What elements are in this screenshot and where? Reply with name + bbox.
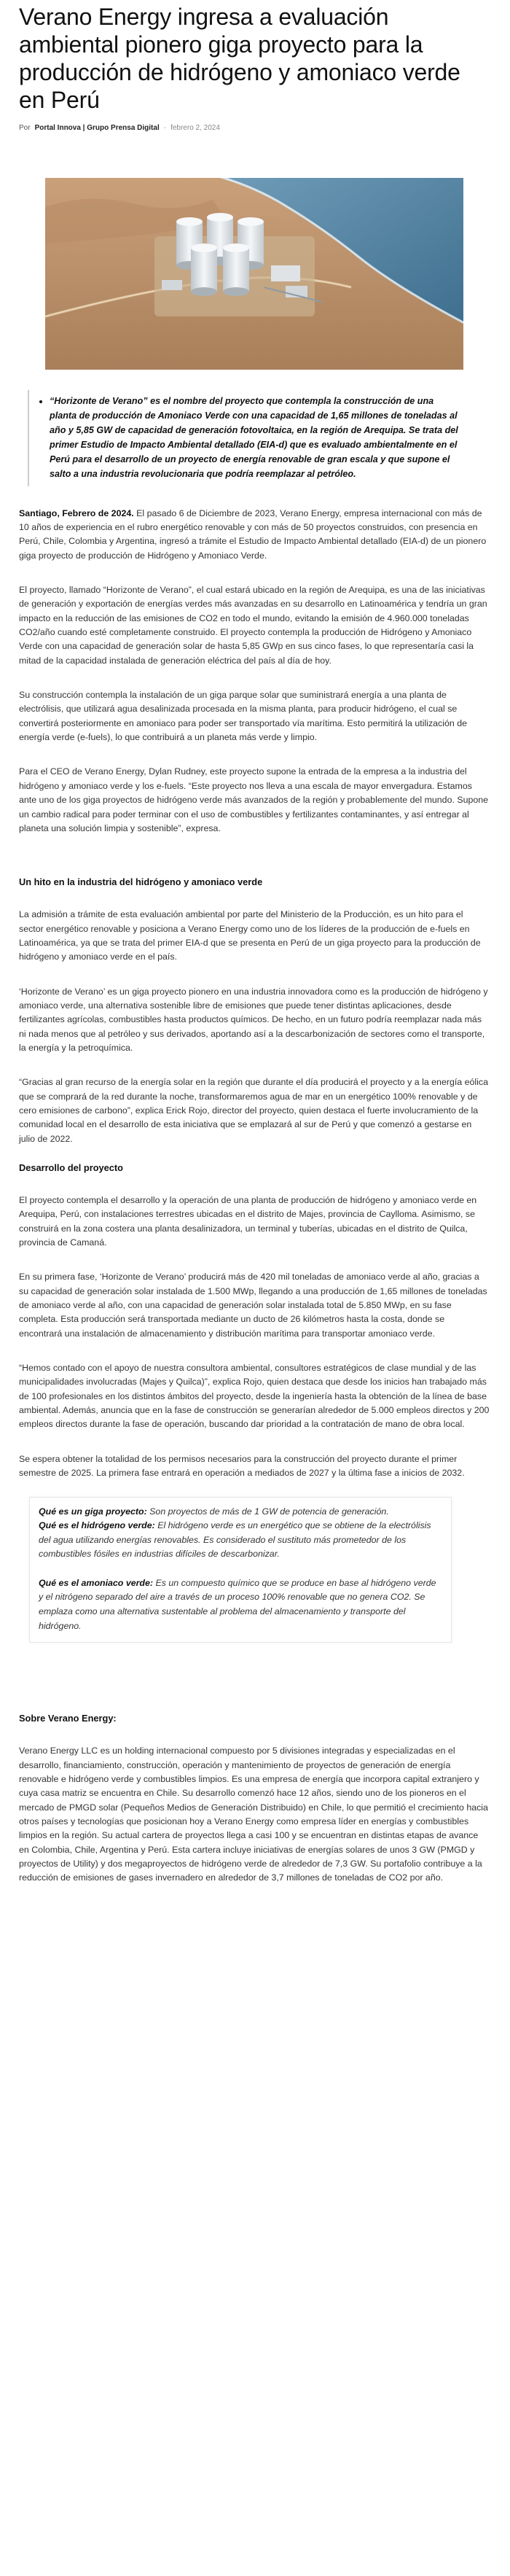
definition-hidrogeno-verde: Qué es el hidrógeno verde: El hidrógeno verde es un energético que se obtiene de la electrólisis del agua utilizando energías renovables. Es considerado el sustituto más prometedor de los combustibles fósiles en industrias difíciles de descarbonizar. xyxy=(39,1520,431,1560)
paragraph-intro xyxy=(19,507,490,563)
section-heading-hito: Un hito en la industria del hidrógeno y amoniaco verde xyxy=(19,876,263,888)
byline xyxy=(19,124,490,132)
hero-image xyxy=(45,178,463,370)
summary-quote xyxy=(28,390,462,486)
paragraph-consultora: “Hemos contado con el apoyo de nuestra consultora ambiental, consultores estratégicos de clase mundial y de las municipalidades involucradas (Majes y Quilca)”, explica Rojo, quien destaca que desde los inicios han trabajado más de 100 profesionales en los distintos ámbitos del proyecto, desde la ingeniería hasta la obtención de la línea de base ambiental. Además, anuncia que en la fase de construcción se generarían alrededor de 5.000 empleos directos y 200 empleos directos durante la fase de operación, buscando dar prioridad a la contratación de mano de obra local. xyxy=(19,1363,490,1430)
paragraph-horizonte: ‘Horizonte de Verano’ es un giga proyecto pionero en una industria innovadora como es la producción de hidrógeno y amoniaco verde, una alternativa sostenible libre de emisiones que puede tener distintas aplicaciones, desde fertilizantes agrícolas, combustibles hasta productos químicos. De hecho, en un futuro podría reemplazar nada más ni nada menos que al petróleo y sus derivados, aportando así a la descarbonización de sectores como el transporte, la energía y la petroquímica. xyxy=(19,986,488,1053)
summary-text: • “Horizonte de Verano” es el nombre del proyecto que contempla la construcción de una planta de producción de Amoniaco Verde con una capacidad de 1,65 millones de toneladas al año y 5,85 GW de capacidad de generación fotovoltaica, en la región de Arequipa. Se trata del primer Estudio de Impacto Ambiental detallado (EIA-d) que es evaluado ambientalmente en el Perú para el desarrollo de un proyecto de energía renovable de gran escala y que supone el salto a una industria revolucionaria que podría reemplazar al petróleo. xyxy=(50,394,462,481)
paragraph-ceo-quote: Para el CEO de Verano Energy, Dylan Rudney, este proyecto supone la entrada de la empresa a la industria del hidrógeno y amoniaco verde y los e-fuels. “Este proyecto nos lleva a una escala de mayor envergadura. Estamos ante uno de los giga proyectos de hidrógeno verde más avanzados de la región y probablemente del mundo. Supone un cambio radical para poder terminar con el uso de combustibles y fertilizantes contaminantes, y así entregar al planeta una solución limpia y sostenible”, expresa. xyxy=(19,766,489,833)
definition-amoniaco-verde: Qué es el amoniaco verde: Es un compuesto químico que se produce en base al hidrógeno verde y el nitrógeno separado del aire a través de un proceso 100% renovable que no genera CO2. Se emplaza como una alternativa sustentable al problema del almacenamiento y transporte del hidrógeno. xyxy=(39,1577,436,1631)
paragraph-permisos: Se espera obtener la totalidad de los permisos necesarios para la construcción del proyecto durante el primer semestre de 2025. La primera fase entrará en operación a mediados de 2027 y la última fase a inicios de 2032. xyxy=(19,1453,465,1479)
byline-separator: - xyxy=(163,124,167,133)
paragraph-project: El proyecto, llamado “Horizonte de Verano”, el cual estará ubicado en la región de Arequipa, es una de las iniciativas de generación y exportación de energías verdes más avanzadas en su desarrollo en Latinoamérica y tendría un gran impacto en la reducción de las emisiones de CO2 en todo el mundo, evitando la emisión de 4.960.000 toneladas CO2/año cuando esté completamente construido. El proyecto contempla la producción de Hidrógeno y Amoniaco Verde con una capacidad de generación solar de hasta 5,85 GWp en sus cinco fases, lo que representaría casi la mitad de la capacidad instalada de generación eléctrica del país al día de hoy. xyxy=(19,585,487,666)
paragraph-sobre-verano: Verano Energy LLC es un holding internacional compuesto por 5 divisiones integradas y especializadas en el desarrollo, financiamiento, construcción, operación y mantenimiento de proyectos de generación de energía renovable e hidrógeno verde y combustibles limpios. Es una empresa de energía que incorpora capital extranjero y cuya casa matriz se encuentra en Chile. Su desarrollo comenzó hace 12 años, siendo uno de los pioneros en el mercado de PMGD solar (Pequeños Medios de Generación Distribuido) en Chile, lo que permitió el crecimiento hacia otros países y tecnologías que posicionan hoy a Verano Energy como empresa líder en energías y combustibles limpios en la región. Su actual cartera de proyectos llega a casi 100 y se encuentran en distintas etapas de avance en Colombia, Chile, Argentina y Perú. Esta cartera incluye iniciativas de energías solares de unos 3 GW (PMGD y proyectos de Utility) y dos megaproyectos de hidrógeno verde de alrededor de 7,3 GW. Su portafolio contribuye a la reducción de emisiones de gases invernadero en alrededor de 3,7 millones de toneladas de CO2 por año. xyxy=(19,1746,488,1883)
byline-author-link[interactable]: Portal Innova | Grupo Prensa Digital xyxy=(34,124,160,133)
definition-term: Qué es un giga proyecto: xyxy=(39,1506,147,1517)
definitions-box xyxy=(29,1497,452,1643)
paragraph-rojo-quote: “Gracias al gran recurso de la energía solar en la región que durante el día producirá el proyecto y a la energía eólica que se comprará de la red durante la noche, transformaremos agua de mar en un energético 100% renovable y de cero emisiones de carbono”, explica Erick Rojo, director del proyecto, quien destaca el fuerte involucramiento de la comunidad local en el desarrollo de esta iniciativa que se emplazará al sur de Perú y que comenzó a gestarse en julio de 2022. xyxy=(19,1077,489,1144)
byline-date: febrero 2, 2024 xyxy=(170,124,220,133)
byline-prefix: Por xyxy=(19,124,31,133)
paragraph-construction: Su construcción contempla la instalación de un giga parque solar que suministrará energía a una planta de electrólisis, que utilizará agua desalinizada procesada en la misma planta, para producir hidrógeno, el cual se convertirá posteriormente en amoniaco para poder ser transportado vía marítima. Esto permitirá la utilización de energía verde (e-fuels), lo que contribuirá a un planeta más verde y limpio. xyxy=(19,690,468,743)
paragraph-primera-fase: En su primera fase, ‘Horizonte de Verano’ producirá más de 420 mil toneladas de amoniaco verde al año, gracias a su capacidad de generación solar instalada de 1.500 MWp, llegando a una producción de 1,65 millones de toneladas de amoniaco verde al año, con una capacidad de generación solar instalada total de 5.850 MWp, en su fase completa. Esta producción será transportada mediante un ducto de 26 kilómetros hasta la costa, donde se encontrará una instalación de almacenamiento y distribución marítima para transportar amoniaco verde. xyxy=(19,1272,487,1339)
paragraph-admision: La admisión a trámite de esta evaluación ambiental por parte del Ministerio de la Producción, es un hito para el sector energético renovable y posiciona a Verano Energy como uno de los líderes de la producción de e-fuels en Latinoamérica, ya que se trata del primer EIA-d que se presenta en Perú de un giga proyecto para la producción de hidrógeno y amoniaco verde en el país. xyxy=(19,909,481,962)
article-headline: Verano Energy ingresa a evaluación ambiental pionero giga proyecto para la producción de hidrógeno y amoniaco verde en Perú xyxy=(19,4,460,114)
definition-term: Qué es el hidrógeno verde: xyxy=(39,1520,155,1531)
dateline: Santiago, Febrero de 2024. xyxy=(19,507,134,518)
definition-term: Qué es el amoniaco verde: xyxy=(39,1577,154,1588)
definition-giga-proyecto: Qué es un giga proyecto: Son proyectos de más de 1 GW de potencia de generación. xyxy=(39,1506,389,1517)
section-heading-desarrollo: Desarrollo del proyecto xyxy=(19,1162,123,1173)
section-heading-sobre: Sobre Verano Energy: xyxy=(19,1713,117,1724)
paragraph-intro-text: El pasado 6 de Diciembre de 2023, Verano Energy, empresa internacional con más de 10 años de experiencia en el rubro energético renovable y con más de 50 proyectos construidos, con presencia en Perú, Chile, Colombia y Argentina, ingresó a trámite el Estudio de Impacto Ambiental detallado (EIA-d) de un pionero giga proyecto de producción de Hidrógeno y Amoniaco Verde. xyxy=(19,507,487,561)
paragraph-ubicacion: El proyecto contempla el desarrollo y la operación de una planta de producción de hidrógeno y amoniaco verde en Arequipa, Perú, con instalaciones terrestres ubicadas en el distrito de Majes, provincia de Caylloma. Asimismo, se construirá en la zona costera una planta desalinizadora, un terminal y tuberías, ubicadas en el distrito de Quilca, provincia de Camaná. xyxy=(19,1195,477,1248)
